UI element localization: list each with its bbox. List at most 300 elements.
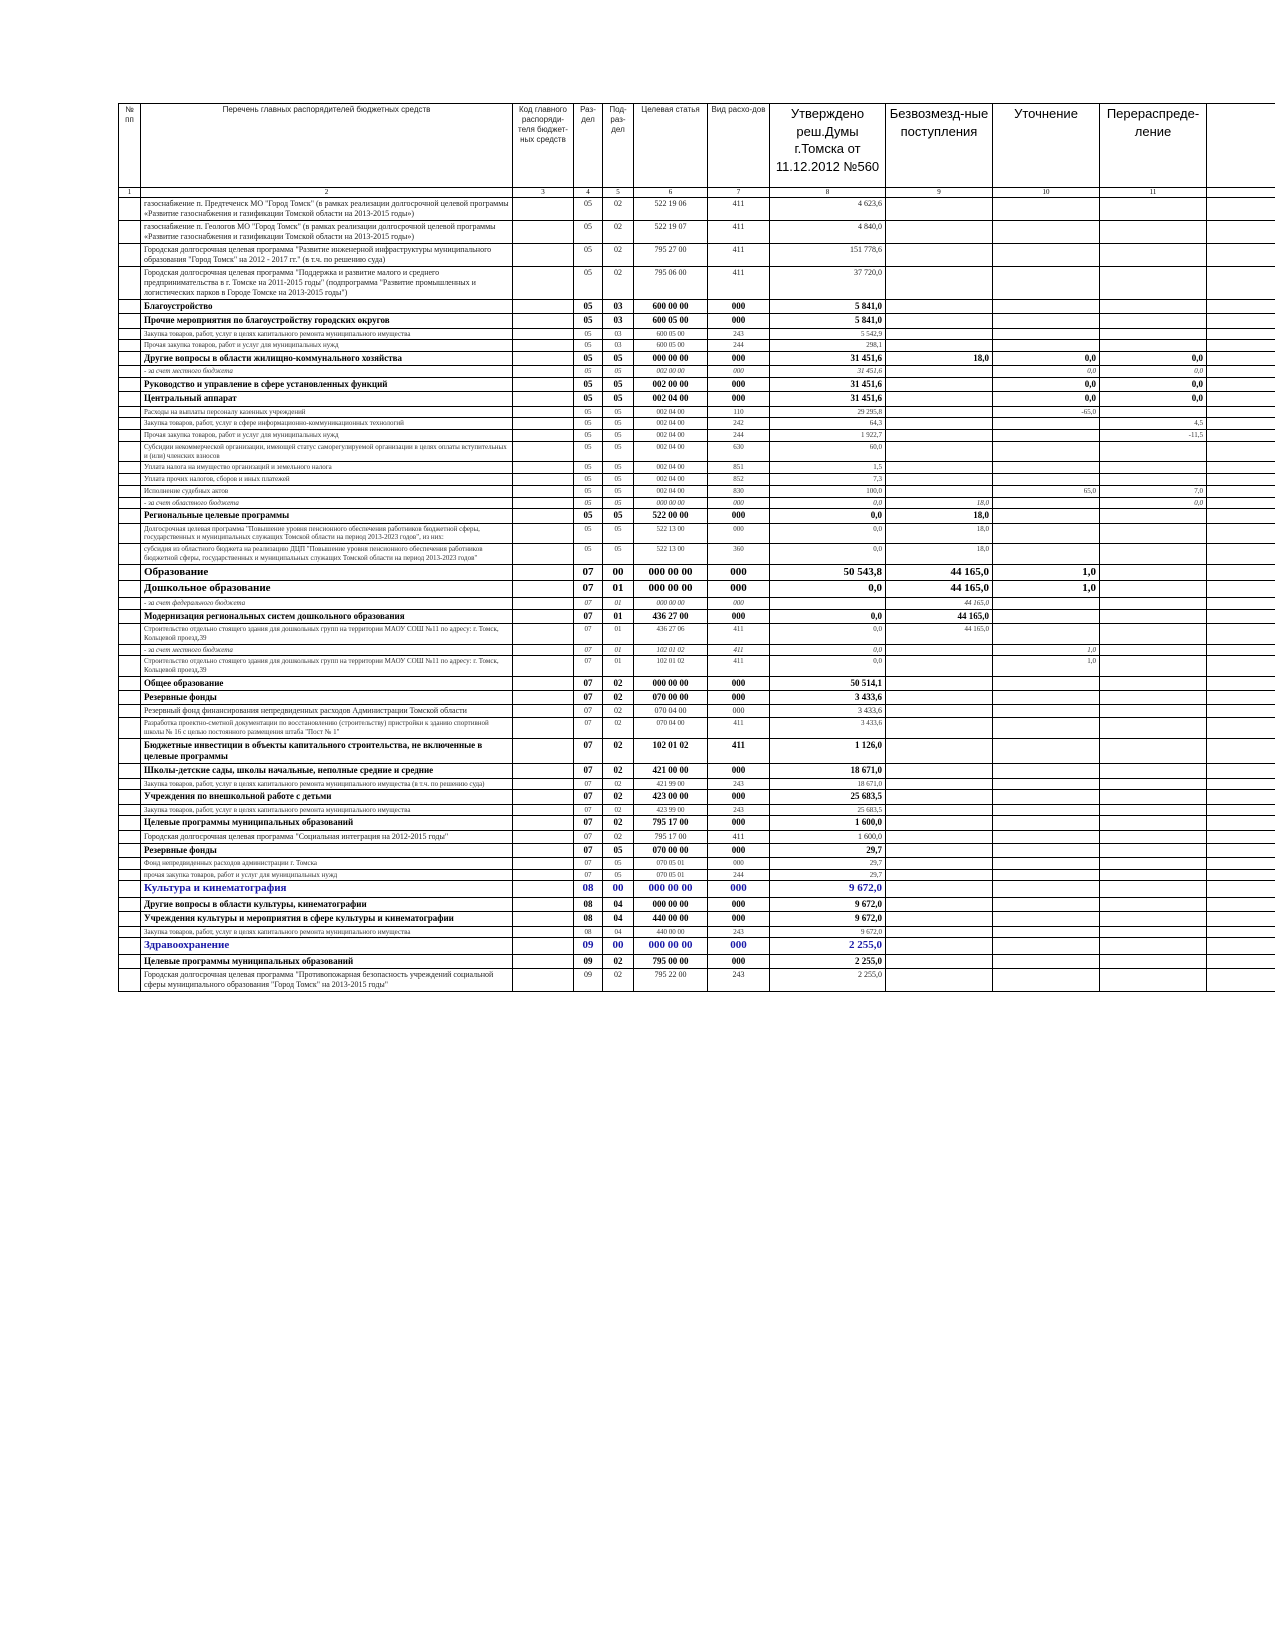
cell-subsection: 05: [603, 497, 634, 509]
cell-clarification: [993, 738, 1100, 764]
cell-free: [886, 676, 993, 690]
cell-subsection: 03: [603, 340, 634, 352]
cell-approved: 0,0: [770, 544, 886, 565]
cell-exptype: 411: [708, 656, 770, 677]
cell-exptype: 000: [708, 691, 770, 705]
cell-clarification: [993, 816, 1100, 830]
cell-name: Прочая закупка товаров, работ и услуг для муниципальных нужд: [141, 340, 513, 352]
table-row: [119, 300, 1275, 314]
cell-exptype: 000: [708, 497, 770, 509]
cell-approved: 100,0: [770, 485, 886, 497]
cell-subsection: 01: [603, 581, 634, 598]
table-row: [119, 738, 1275, 764]
cell-extra: [1207, 790, 1275, 804]
cell-section: 08: [574, 898, 603, 912]
col-header-free: Безвозмезд-ные поступления: [886, 104, 993, 188]
cell-code: [513, 418, 574, 430]
cell-subsection: 05: [603, 509, 634, 523]
cell-free: 18,0: [886, 523, 993, 544]
cell-name: - за счет местного бюджета: [141, 366, 513, 378]
cell-clarification: [993, 938, 1100, 955]
table-row: [119, 581, 1275, 598]
cell-free: [886, 474, 993, 486]
cell-approved: 50 514,1: [770, 676, 886, 690]
cell-subsection: 02: [603, 804, 634, 816]
cell-section: 07: [574, 857, 603, 869]
cell-free: 44 165,0: [886, 564, 993, 581]
cell-approved: 25 683,5: [770, 790, 886, 804]
cell-extra: [1207, 644, 1275, 656]
cell-section: 09: [574, 938, 603, 955]
cell-target: 070 04 00: [634, 718, 708, 739]
cell-clarification: [993, 474, 1100, 486]
cell-approved: 4 623,6: [770, 198, 886, 221]
cell-number: [119, 462, 141, 474]
cell-extra: [1207, 598, 1275, 610]
cell-subsection: 01: [603, 644, 634, 656]
col-number: 6: [634, 188, 708, 198]
cell-name: прочая закупка товаров, работ и услуг для муниципальных нужд: [141, 869, 513, 881]
cell-redistribution: [1100, 764, 1207, 778]
cell-free: [886, 912, 993, 926]
cell-exptype: 244: [708, 869, 770, 881]
cell-section: 07: [574, 644, 603, 656]
cell-number: [119, 244, 141, 267]
cell-clarification: [993, 804, 1100, 816]
cell-clarification: [993, 544, 1100, 565]
cell-redistribution: [1100, 676, 1207, 690]
cell-subsection: 01: [603, 624, 634, 645]
cell-clarification: [993, 267, 1100, 300]
cell-subsection: 02: [603, 691, 634, 705]
table-row: [119, 644, 1275, 656]
cell-redistribution: [1100, 778, 1207, 790]
cell-number: [119, 485, 141, 497]
cell-code: [513, 430, 574, 442]
cell-subsection: 05: [603, 462, 634, 474]
cell-approved: 3 433,6: [770, 691, 886, 705]
cell-number: [119, 441, 141, 462]
cell-number: [119, 926, 141, 938]
cell-section: 05: [574, 340, 603, 352]
table-row: [119, 352, 1275, 366]
cell-code: [513, 497, 574, 509]
cell-clarification: 1,0: [993, 581, 1100, 598]
cell-section: 05: [574, 378, 603, 392]
cell-target: 423 99 00: [634, 804, 708, 816]
cell-target: 002 04 00: [634, 474, 708, 486]
cell-free: [886, 718, 993, 739]
cell-exptype: 000: [708, 843, 770, 857]
cell-number: [119, 378, 141, 392]
column-number-row: [119, 188, 1275, 198]
cell-redistribution: 0,0: [1100, 378, 1207, 392]
cell-exptype: 630: [708, 441, 770, 462]
cell-subsection: 02: [603, 955, 634, 969]
cell-subsection: 01: [603, 609, 634, 623]
cell-code: [513, 300, 574, 314]
cell-section: 05: [574, 366, 603, 378]
cell-target: 522 00 00: [634, 509, 708, 523]
cell-exptype: 244: [708, 430, 770, 442]
cell-name: Бюджетные инвестиции в объекты капитального строительства, не включенные в целевые программы: [141, 738, 513, 764]
cell-name: Строительство отдельно стоящего здания для дошкольных групп на территории МАОУ СОШ №11 по адресу: г. Томск, Кольцевой проезд,39: [141, 624, 513, 645]
cell-subsection: 05: [603, 523, 634, 544]
cell-extra: [1207, 406, 1275, 418]
cell-number: [119, 624, 141, 645]
table-row: [119, 656, 1275, 677]
cell-redistribution: [1100, 198, 1207, 221]
cell-clarification: [993, 705, 1100, 718]
cell-approved: 0,0: [770, 656, 886, 677]
cell-subsection: 05: [603, 378, 634, 392]
cell-exptype: 000: [708, 314, 770, 328]
cell-section: 07: [574, 691, 603, 705]
cell-subsection: 05: [603, 857, 634, 869]
cell-redistribution: [1100, 221, 1207, 244]
cell-clarification: [993, 718, 1100, 739]
cell-section: 07: [574, 718, 603, 739]
cell-code: [513, 392, 574, 406]
col-header-clarification: Уточнение: [993, 104, 1100, 188]
cell-section: 05: [574, 267, 603, 300]
cell-number: [119, 366, 141, 378]
cell-free: 44 165,0: [886, 581, 993, 598]
cell-exptype: 411: [708, 267, 770, 300]
cell-section: 05: [574, 221, 603, 244]
table-row: [119, 314, 1275, 328]
cell-target: 002 04 00: [634, 462, 708, 474]
cell-subsection: 02: [603, 969, 634, 992]
cell-subsection: 03: [603, 314, 634, 328]
cell-section: 05: [574, 441, 603, 462]
cell-number: [119, 830, 141, 843]
cell-extra: [1207, 366, 1275, 378]
cell-redistribution: [1100, 881, 1207, 898]
cell-extra: [1207, 738, 1275, 764]
cell-extra: [1207, 221, 1275, 244]
cell-section: 07: [574, 778, 603, 790]
cell-code: [513, 869, 574, 881]
cell-exptype: 000: [708, 705, 770, 718]
cell-section: 05: [574, 462, 603, 474]
cell-name: Городская долгосрочная целевая программа "Поддержка и развитие малого и среднего предпринимательства в г. Томске на 2011-2015 годы" (подпрограмма "Развитие промышленных и логистических парков в Городе Томске на 2013-2015 годы"): [141, 267, 513, 300]
cell-free: [886, 738, 993, 764]
cell-number: [119, 418, 141, 430]
cell-section: 05: [574, 352, 603, 366]
cell-target: 436 27 00: [634, 609, 708, 623]
cell-extra: [1207, 474, 1275, 486]
cell-number: [119, 221, 141, 244]
cell-number: [119, 843, 141, 857]
cell-name: Резервные фонды: [141, 843, 513, 857]
cell-subsection: 05: [603, 441, 634, 462]
cell-target: 070 05 01: [634, 857, 708, 869]
table-row: [119, 328, 1275, 340]
cell-redistribution: [1100, 830, 1207, 843]
cell-redistribution: [1100, 598, 1207, 610]
cell-subsection: 02: [603, 764, 634, 778]
cell-approved: 9 672,0: [770, 926, 886, 938]
cell-target: 102 01 02: [634, 656, 708, 677]
cell-name: Дошкольное образование: [141, 581, 513, 598]
cell-target: 002 04 00: [634, 392, 708, 406]
cell-code: [513, 314, 574, 328]
cell-code: [513, 969, 574, 992]
cell-approved: 3 433,6: [770, 718, 886, 739]
cell-code: [513, 624, 574, 645]
cell-number: [119, 564, 141, 581]
cell-name: Резервный фонд финансирования непредвиденных расходов Администрации Томской области: [141, 705, 513, 718]
cell-number: [119, 644, 141, 656]
cell-number: [119, 969, 141, 992]
cell-number: [119, 598, 141, 610]
cell-extra: [1207, 462, 1275, 474]
cell-exptype: 411: [708, 830, 770, 843]
cell-redistribution: [1100, 267, 1207, 300]
cell-number: [119, 857, 141, 869]
cell-redistribution: [1100, 926, 1207, 938]
cell-clarification: 0,0: [993, 378, 1100, 392]
cell-redistribution: [1100, 898, 1207, 912]
cell-extra: [1207, 497, 1275, 509]
cell-name: Целевые программы муниципальных образований: [141, 816, 513, 830]
cell-subsection: 02: [603, 676, 634, 690]
cell-number: [119, 509, 141, 523]
cell-approved: 9 672,0: [770, 912, 886, 926]
table-row: [119, 430, 1275, 442]
cell-code: [513, 790, 574, 804]
table-row: [119, 485, 1275, 497]
cell-redistribution: 0,0: [1100, 366, 1207, 378]
cell-approved: 3 433,6: [770, 705, 886, 718]
cell-number: [119, 544, 141, 565]
cell-free: [886, 485, 993, 497]
cell-extra: [1207, 300, 1275, 314]
cell-clarification: [993, 314, 1100, 328]
cell-subsection: 05: [603, 843, 634, 857]
cell-section: 05: [574, 392, 603, 406]
cell-subsection: 00: [603, 564, 634, 581]
cell-extra: [1207, 378, 1275, 392]
cell-redistribution: [1100, 340, 1207, 352]
cell-target: 423 00 00: [634, 790, 708, 804]
cell-exptype: 000: [708, 392, 770, 406]
cell-code: [513, 581, 574, 598]
cell-name: Региональные целевые программы: [141, 509, 513, 523]
cell-redistribution: [1100, 544, 1207, 565]
cell-code: [513, 656, 574, 677]
cell-clarification: [993, 624, 1100, 645]
cell-free: [886, 378, 993, 392]
col-number: 9: [886, 188, 993, 198]
cell-number: [119, 497, 141, 509]
table-row: [119, 778, 1275, 790]
table-row: [119, 830, 1275, 843]
cell-number: [119, 764, 141, 778]
cell-extra: [1207, 609, 1275, 623]
cell-section: 07: [574, 843, 603, 857]
cell-approved: 1 600,0: [770, 830, 886, 843]
cell-extra: [1207, 418, 1275, 430]
cell-section: 07: [574, 581, 603, 598]
cell-name: Уплата прочих налогов, сборов и иных платежей: [141, 474, 513, 486]
cell-subsection: 01: [603, 656, 634, 677]
cell-number: [119, 869, 141, 881]
col-number: 5: [603, 188, 634, 198]
cell-extra: [1207, 843, 1275, 857]
cell-redistribution: [1100, 738, 1207, 764]
cell-subsection: 05: [603, 544, 634, 565]
table-row: [119, 969, 1275, 992]
cell-free: 18,0: [886, 497, 993, 509]
cell-clarification: [993, 441, 1100, 462]
cell-exptype: 000: [708, 564, 770, 581]
cell-code: [513, 509, 574, 523]
cell-exptype: 000: [708, 581, 770, 598]
cell-target: 002 04 00: [634, 485, 708, 497]
table-row: [119, 221, 1275, 244]
cell-subsection: 02: [603, 738, 634, 764]
cell-approved: 31 451,6: [770, 392, 886, 406]
cell-subsection: 01: [603, 598, 634, 610]
cell-clarification: [993, 898, 1100, 912]
cell-redistribution: [1100, 509, 1207, 523]
cell-free: [886, 778, 993, 790]
cell-redistribution: [1100, 300, 1207, 314]
cell-approved: 151 778,6: [770, 244, 886, 267]
cell-clarification: [993, 691, 1100, 705]
cell-approved: 18 671,0: [770, 778, 886, 790]
cell-name: Общее образование: [141, 676, 513, 690]
cell-approved: 0,0: [770, 581, 886, 598]
cell-target: 070 00 00: [634, 843, 708, 857]
table-row: [119, 497, 1275, 509]
cell-extra: [1207, 624, 1275, 645]
cell-section: 05: [574, 509, 603, 523]
cell-extra: [1207, 718, 1275, 739]
cell-exptype: 243: [708, 969, 770, 992]
cell-redistribution: [1100, 843, 1207, 857]
cell-number: [119, 804, 141, 816]
cell-clarification: [993, 881, 1100, 898]
cell-code: [513, 352, 574, 366]
cell-exptype: 000: [708, 300, 770, 314]
table-row: [119, 898, 1275, 912]
cell-name: Учреждения по внешкольной работе с детьми: [141, 790, 513, 804]
cell-target: 795 00 00: [634, 955, 708, 969]
cell-redistribution: 0,0: [1100, 497, 1207, 509]
cell-name: Другие вопросы в области культуры, кинематографии: [141, 898, 513, 912]
cell-approved: 0,0: [770, 624, 886, 645]
cell-clarification: [993, 955, 1100, 969]
cell-number: [119, 938, 141, 955]
cell-free: [886, 843, 993, 857]
cell-subsection: 05: [603, 366, 634, 378]
cell-clarification: [993, 598, 1100, 610]
cell-name: Целевые программы муниципальных образований: [141, 955, 513, 969]
cell-section: 09: [574, 955, 603, 969]
cell-redistribution: [1100, 581, 1207, 598]
cell-section: 07: [574, 869, 603, 881]
cell-code: [513, 898, 574, 912]
cell-code: [513, 718, 574, 739]
cell-exptype: 852: [708, 474, 770, 486]
cell-exptype: 000: [708, 609, 770, 623]
cell-approved: 0,0: [770, 523, 886, 544]
cell-target: 002 04 00: [634, 441, 708, 462]
cell-subsection: 03: [603, 300, 634, 314]
cell-approved: 298,1: [770, 340, 886, 352]
cell-code: [513, 474, 574, 486]
cell-free: [886, 790, 993, 804]
cell-exptype: 243: [708, 926, 770, 938]
cell-section: 07: [574, 564, 603, 581]
cell-target: 522 19 06: [634, 198, 708, 221]
cell-code: [513, 843, 574, 857]
cell-extra: [1207, 485, 1275, 497]
cell-approved: 1 600,0: [770, 816, 886, 830]
col-header-redistribution: Перераспреде-ление: [1100, 104, 1207, 188]
cell-extra: [1207, 676, 1275, 690]
cell-free: [886, 418, 993, 430]
cell-name: Закупка товаров, работ, услуг в сфере информационно-коммуникационных технологий: [141, 418, 513, 430]
table-body: [119, 198, 1275, 992]
cell-clarification: [993, 300, 1100, 314]
cell-approved: 31 451,6: [770, 352, 886, 366]
cell-exptype: 000: [708, 955, 770, 969]
cell-target: 070 05 01: [634, 869, 708, 881]
table-row: [119, 474, 1275, 486]
table-row: [119, 764, 1275, 778]
cell-target: 002 00 00: [634, 378, 708, 392]
cell-free: [886, 406, 993, 418]
cell-code: [513, 705, 574, 718]
col-header-name: Перечень главных распорядителей бюджетных средств: [141, 104, 513, 188]
cell-target: 421 00 00: [634, 764, 708, 778]
cell-code: [513, 221, 574, 244]
cell-target: 600 05 00: [634, 328, 708, 340]
cell-code: [513, 244, 574, 267]
col-header-subsection: Под-раз-дел: [603, 104, 634, 188]
cell-section: 05: [574, 406, 603, 418]
table-row: [119, 926, 1275, 938]
cell-approved: 18 671,0: [770, 764, 886, 778]
cell-approved: 7,3: [770, 474, 886, 486]
cell-approved: 1 922,7: [770, 430, 886, 442]
col-header-approved: Утверждено реш.Думы г.Томска от 11.12.2012 №560: [770, 104, 886, 188]
cell-target: 000 00 00: [634, 564, 708, 581]
cell-target: 795 27 00: [634, 244, 708, 267]
cell-redistribution: [1100, 955, 1207, 969]
cell-subsection: 00: [603, 881, 634, 898]
cell-name: - за счет федерального бюджета: [141, 598, 513, 610]
cell-name: Культура и кинематография: [141, 881, 513, 898]
cell-number: [119, 778, 141, 790]
cell-code: [513, 340, 574, 352]
cell-extra: [1207, 509, 1275, 523]
cell-clarification: [993, 912, 1100, 926]
cell-redistribution: [1100, 816, 1207, 830]
cell-extra: [1207, 955, 1275, 969]
cell-redistribution: [1100, 718, 1207, 739]
cell-clarification: -65,0: [993, 406, 1100, 418]
cell-exptype: 000: [708, 366, 770, 378]
cell-free: [886, 221, 993, 244]
cell-free: [886, 392, 993, 406]
col-number: 1: [119, 188, 141, 198]
table-row: [119, 624, 1275, 645]
